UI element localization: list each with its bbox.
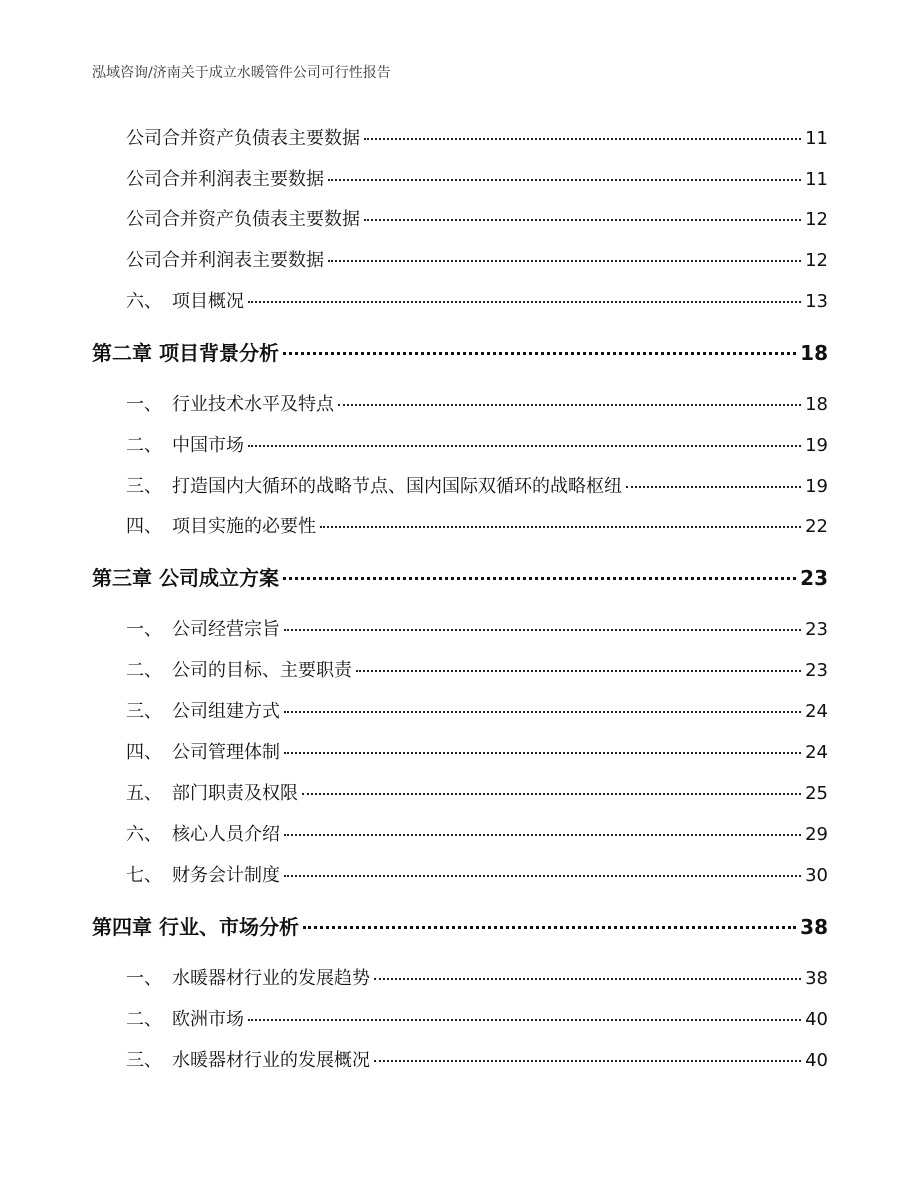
toc-entry-number: 五、 xyxy=(126,783,162,804)
toc-entry[interactable] xyxy=(126,697,828,723)
dot-leader xyxy=(284,629,801,631)
toc-entry-label xyxy=(126,820,280,846)
toc-entry-page: 13 xyxy=(805,291,828,312)
dot-leader xyxy=(248,301,801,303)
dot-leader xyxy=(248,1019,801,1021)
toc-entry-page: 11 xyxy=(805,169,828,190)
dot-leader xyxy=(338,404,801,406)
toc-entry-label xyxy=(126,472,622,498)
dot-leader xyxy=(374,1060,801,1062)
dot-leader xyxy=(626,486,801,488)
toc-entry-page: 23 xyxy=(805,660,828,681)
toc-entry[interactable] xyxy=(126,246,828,272)
toc-entry-label xyxy=(126,615,280,641)
toc-entry-label xyxy=(126,1046,370,1072)
toc-entry-title: 水暖器材行业的发展趋势 xyxy=(172,968,370,989)
toc-entry-number: 一、 xyxy=(126,619,162,640)
toc-entry-page: 19 xyxy=(805,476,828,497)
toc-entry[interactable] xyxy=(126,1005,828,1031)
toc-entry-title: 打造国内大循环的战略节点、国内国际双循环的战略枢纽 xyxy=(172,476,622,497)
dot-leader xyxy=(284,834,801,836)
toc-chapter-entry[interactable] xyxy=(92,562,828,591)
toc-entry-title: 行业技术水平及特点 xyxy=(172,394,334,415)
toc-entry-label: 公司合并资产负债表主要数据 xyxy=(126,128,360,149)
toc-entry[interactable] xyxy=(126,472,828,498)
toc-entry[interactable] xyxy=(126,738,828,764)
toc-entry[interactable] xyxy=(126,964,828,990)
toc-entry-label xyxy=(126,656,352,682)
toc-entry-page: 19 xyxy=(805,435,828,456)
toc-entry-page: 29 xyxy=(805,824,828,845)
toc-entry[interactable] xyxy=(126,656,828,682)
toc-entry-label xyxy=(126,390,334,416)
toc-entry-label xyxy=(126,1005,244,1031)
toc-entry-page: 25 xyxy=(805,783,828,804)
toc-entry[interactable] xyxy=(126,820,828,846)
toc-entry-title: 中国市场 xyxy=(172,435,244,456)
toc-entry-label xyxy=(126,738,280,764)
toc-entry[interactable] xyxy=(126,287,828,313)
toc-entry-number: 一、 xyxy=(126,968,162,989)
toc-chapter-entry[interactable] xyxy=(92,337,828,366)
toc-entry-label xyxy=(126,964,370,990)
toc-entry-number: 四、 xyxy=(126,742,162,763)
dot-leader xyxy=(328,179,801,181)
toc-entry-number: 二、 xyxy=(126,1009,162,1030)
toc-entry-page: 18 xyxy=(800,341,828,365)
toc-entry[interactable] xyxy=(126,1046,828,1072)
toc-entry-page: 40 xyxy=(805,1009,828,1030)
dot-leader xyxy=(374,978,801,980)
toc-entry-number: 三、 xyxy=(126,701,162,722)
toc-entry[interactable] xyxy=(126,615,828,641)
toc-entry-number: 三、 xyxy=(126,476,162,497)
toc-entry-title: 公司组建方式 xyxy=(172,701,280,722)
toc-entry-page: 24 xyxy=(805,742,828,763)
dot-leader xyxy=(284,875,801,877)
toc-entry-page: 22 xyxy=(805,516,828,537)
toc-entry-number: 六、 xyxy=(126,291,162,312)
toc-entry-number: 一、 xyxy=(126,394,162,415)
toc-entry-page: 38 xyxy=(805,968,828,989)
toc-entry[interactable] xyxy=(126,390,828,416)
toc-entry-label: 公司合并利润表主要数据 xyxy=(126,250,324,271)
dot-leader xyxy=(356,670,801,672)
toc-entry-title: 部门职责及权限 xyxy=(172,783,298,804)
toc-entry-title: 财务会计制度 xyxy=(172,865,280,886)
dot-leader xyxy=(364,138,801,140)
dot-leader xyxy=(283,352,796,355)
toc-entry-title: 欧洲市场 xyxy=(172,1009,244,1030)
toc-entry-title: 公司经营宗旨 xyxy=(172,619,280,640)
dot-leader xyxy=(284,711,801,713)
toc-entry-title: 项目概况 xyxy=(172,291,244,312)
toc-entry-page: 40 xyxy=(805,1050,828,1071)
toc-chapter-title: 第四章 行业、市场分析 xyxy=(92,915,299,939)
dot-leader xyxy=(248,445,801,447)
toc-entry[interactable] xyxy=(126,205,828,231)
toc-entry-page: 12 xyxy=(805,209,828,230)
toc-entry-label: 公司合并利润表主要数据 xyxy=(126,169,324,190)
dot-leader xyxy=(283,577,796,580)
toc-entry-number: 三、 xyxy=(126,1050,162,1071)
running-header: 泓域咨询/济南关于成立水暖管件公司可行性报告 xyxy=(92,65,391,81)
toc-entry-page: 24 xyxy=(805,701,828,722)
toc-entry-label xyxy=(126,779,298,805)
toc-entry[interactable] xyxy=(126,165,828,191)
toc-entry-number: 四、 xyxy=(126,516,162,537)
dot-leader xyxy=(284,752,801,754)
toc-entry-page: 18 xyxy=(805,394,828,415)
toc-entry-page: 30 xyxy=(805,865,828,886)
toc-chapter-title: 第三章 公司成立方案 xyxy=(92,566,279,590)
toc-entry-number: 二、 xyxy=(126,435,162,456)
toc-entry-title: 项目实施的必要性 xyxy=(172,516,316,537)
dot-leader xyxy=(320,526,801,528)
toc-entry-number: 二、 xyxy=(126,660,162,681)
toc-chapter-title: 第二章 项目背景分析 xyxy=(92,341,279,365)
dot-leader xyxy=(328,260,801,262)
toc-entry-page: 12 xyxy=(805,250,828,271)
toc-chapter-entry[interactable] xyxy=(92,911,828,940)
toc-entry-title: 核心人员介绍 xyxy=(172,824,280,845)
toc-entry-page: 38 xyxy=(800,915,828,939)
toc-entry-label xyxy=(126,697,280,723)
toc-entry[interactable] xyxy=(126,431,828,457)
toc-entry[interactable] xyxy=(126,779,828,805)
toc-entry-label xyxy=(126,512,316,538)
toc-entry-label xyxy=(126,431,244,457)
toc-entry-number: 六、 xyxy=(126,824,162,845)
toc-entry[interactable] xyxy=(126,124,828,150)
dot-leader xyxy=(303,926,796,929)
toc-entry-title: 公司管理体制 xyxy=(172,742,280,763)
toc-entry-page: 23 xyxy=(800,566,828,590)
toc-entry-label: 公司合并资产负债表主要数据 xyxy=(126,209,360,230)
dot-leader xyxy=(364,219,801,221)
toc-entry-label xyxy=(126,861,280,887)
toc-entry-number: 七、 xyxy=(126,865,162,886)
toc-entry-page: 11 xyxy=(805,128,828,149)
toc-entry-label xyxy=(126,287,244,313)
toc-entry-title: 公司的目标、主要职责 xyxy=(172,660,352,681)
toc-entry[interactable] xyxy=(126,512,828,538)
toc-entry[interactable] xyxy=(126,861,828,887)
toc-entry-title: 水暖器材行业的发展概况 xyxy=(172,1050,370,1071)
toc-entry-page: 23 xyxy=(805,619,828,640)
dot-leader xyxy=(302,793,801,795)
